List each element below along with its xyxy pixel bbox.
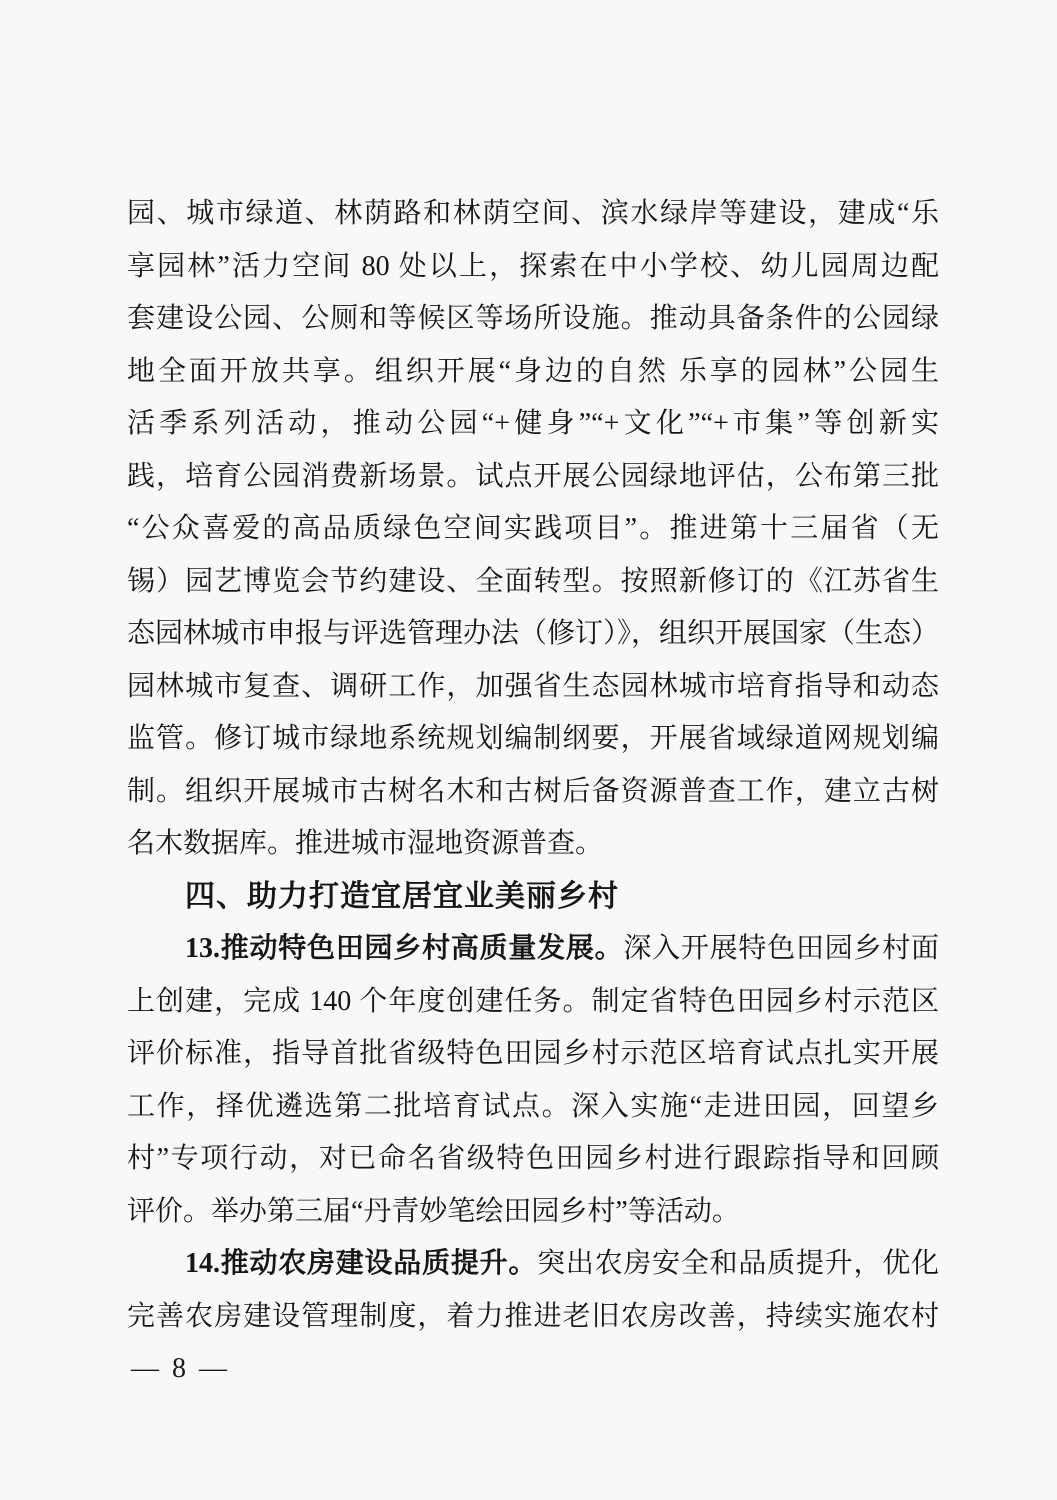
item-13-text: 深入开展特色田园乡村面 (623, 933, 939, 964)
paragraph-line: 享园林”活力空间 80 处以上，探索在中小学校、幼儿园周边配 (127, 250, 939, 282)
paragraph-line: 监管。修订城市绿地系统规划编制纲要，开展省域绿道网规划编 (127, 723, 939, 754)
item-14-number-title: 14.推动农房建设品质提升。 (185, 1248, 538, 1279)
paragraph-last-line: 名木数据库。推进城市湿地资源普查。 (127, 828, 604, 859)
item-13-number-title: 13.推动特色田园乡村高质量发展。 (185, 933, 624, 964)
paragraph-line: 活季系列活动，推动公园“+健身”“+文化”“+市集”等创新实 (127, 408, 939, 439)
document-body (127, 188, 939, 1343)
item-13-first-line (127, 923, 939, 976)
paragraph-line: 园林城市复查、调研工作，加强省生态园林城市培育指导和动态 (127, 670, 939, 702)
paragraph-line: 村”专项行动，对已命名省级特色田园乡村进行跟踪指导和回顾 (127, 1143, 939, 1174)
page-number: — 8 — (131, 1353, 230, 1384)
paragraph-line: 锡）园艺博览会节约建设、全面转型。按照新修订的《江苏省生 (127, 565, 939, 597)
paragraph-line: 践，培育公园消费新场景。试点开展公园绿地评估，公布第三批 (127, 460, 939, 492)
paragraph-line: “公众喜爱的高品质绿色空间实践项目”。推进第十三届省（无 (127, 513, 939, 544)
paragraph-line: 制。组织开展城市古树名木和古树后备资源普查工作，建立古树 (127, 775, 939, 807)
paragraph-last-line: 评价。举办第三届“丹青妙笔绘田园乡村”等活动。 (127, 1195, 740, 1227)
paragraph-line: 地全面开放共享。组织开展“身边的自然 乐享的园林”公园生 (127, 355, 939, 387)
paragraph-line: 完善农房建设管理制度，着力推进老旧农房改善，持续实施农村 (127, 1300, 939, 1332)
item-14-first-line (127, 1238, 939, 1291)
section-heading: 四、助力打造宜居宜业美丽乡村 (185, 879, 619, 913)
paragraph-line: 套建设公园、公厕和等候区等场所设施。推动具备条件的公园绿 (127, 303, 939, 334)
item-14-text: 突出农房安全和品质提升，优化 (537, 1248, 939, 1279)
paragraph-line: 评价标准，指导首批省级特色田园乡村示范区培育试点扎实开展 (127, 1038, 939, 1069)
paragraph-line: 园、城市绿道、林荫路和林荫空间、滨水绿岸等建设，建成“乐 (127, 198, 939, 229)
paragraph-line: 态园林城市申报与评选管理办法（修订）》，组织开展国家（生态） (127, 618, 939, 649)
paragraph-line: 工作，择优遴选第二批培育试点。深入实施“走进田园，回望乡 (127, 1090, 939, 1122)
paragraph-line: 上创建，完成 140 个年度创建任务。制定省特色田园乡村示范区 (127, 985, 939, 1017)
